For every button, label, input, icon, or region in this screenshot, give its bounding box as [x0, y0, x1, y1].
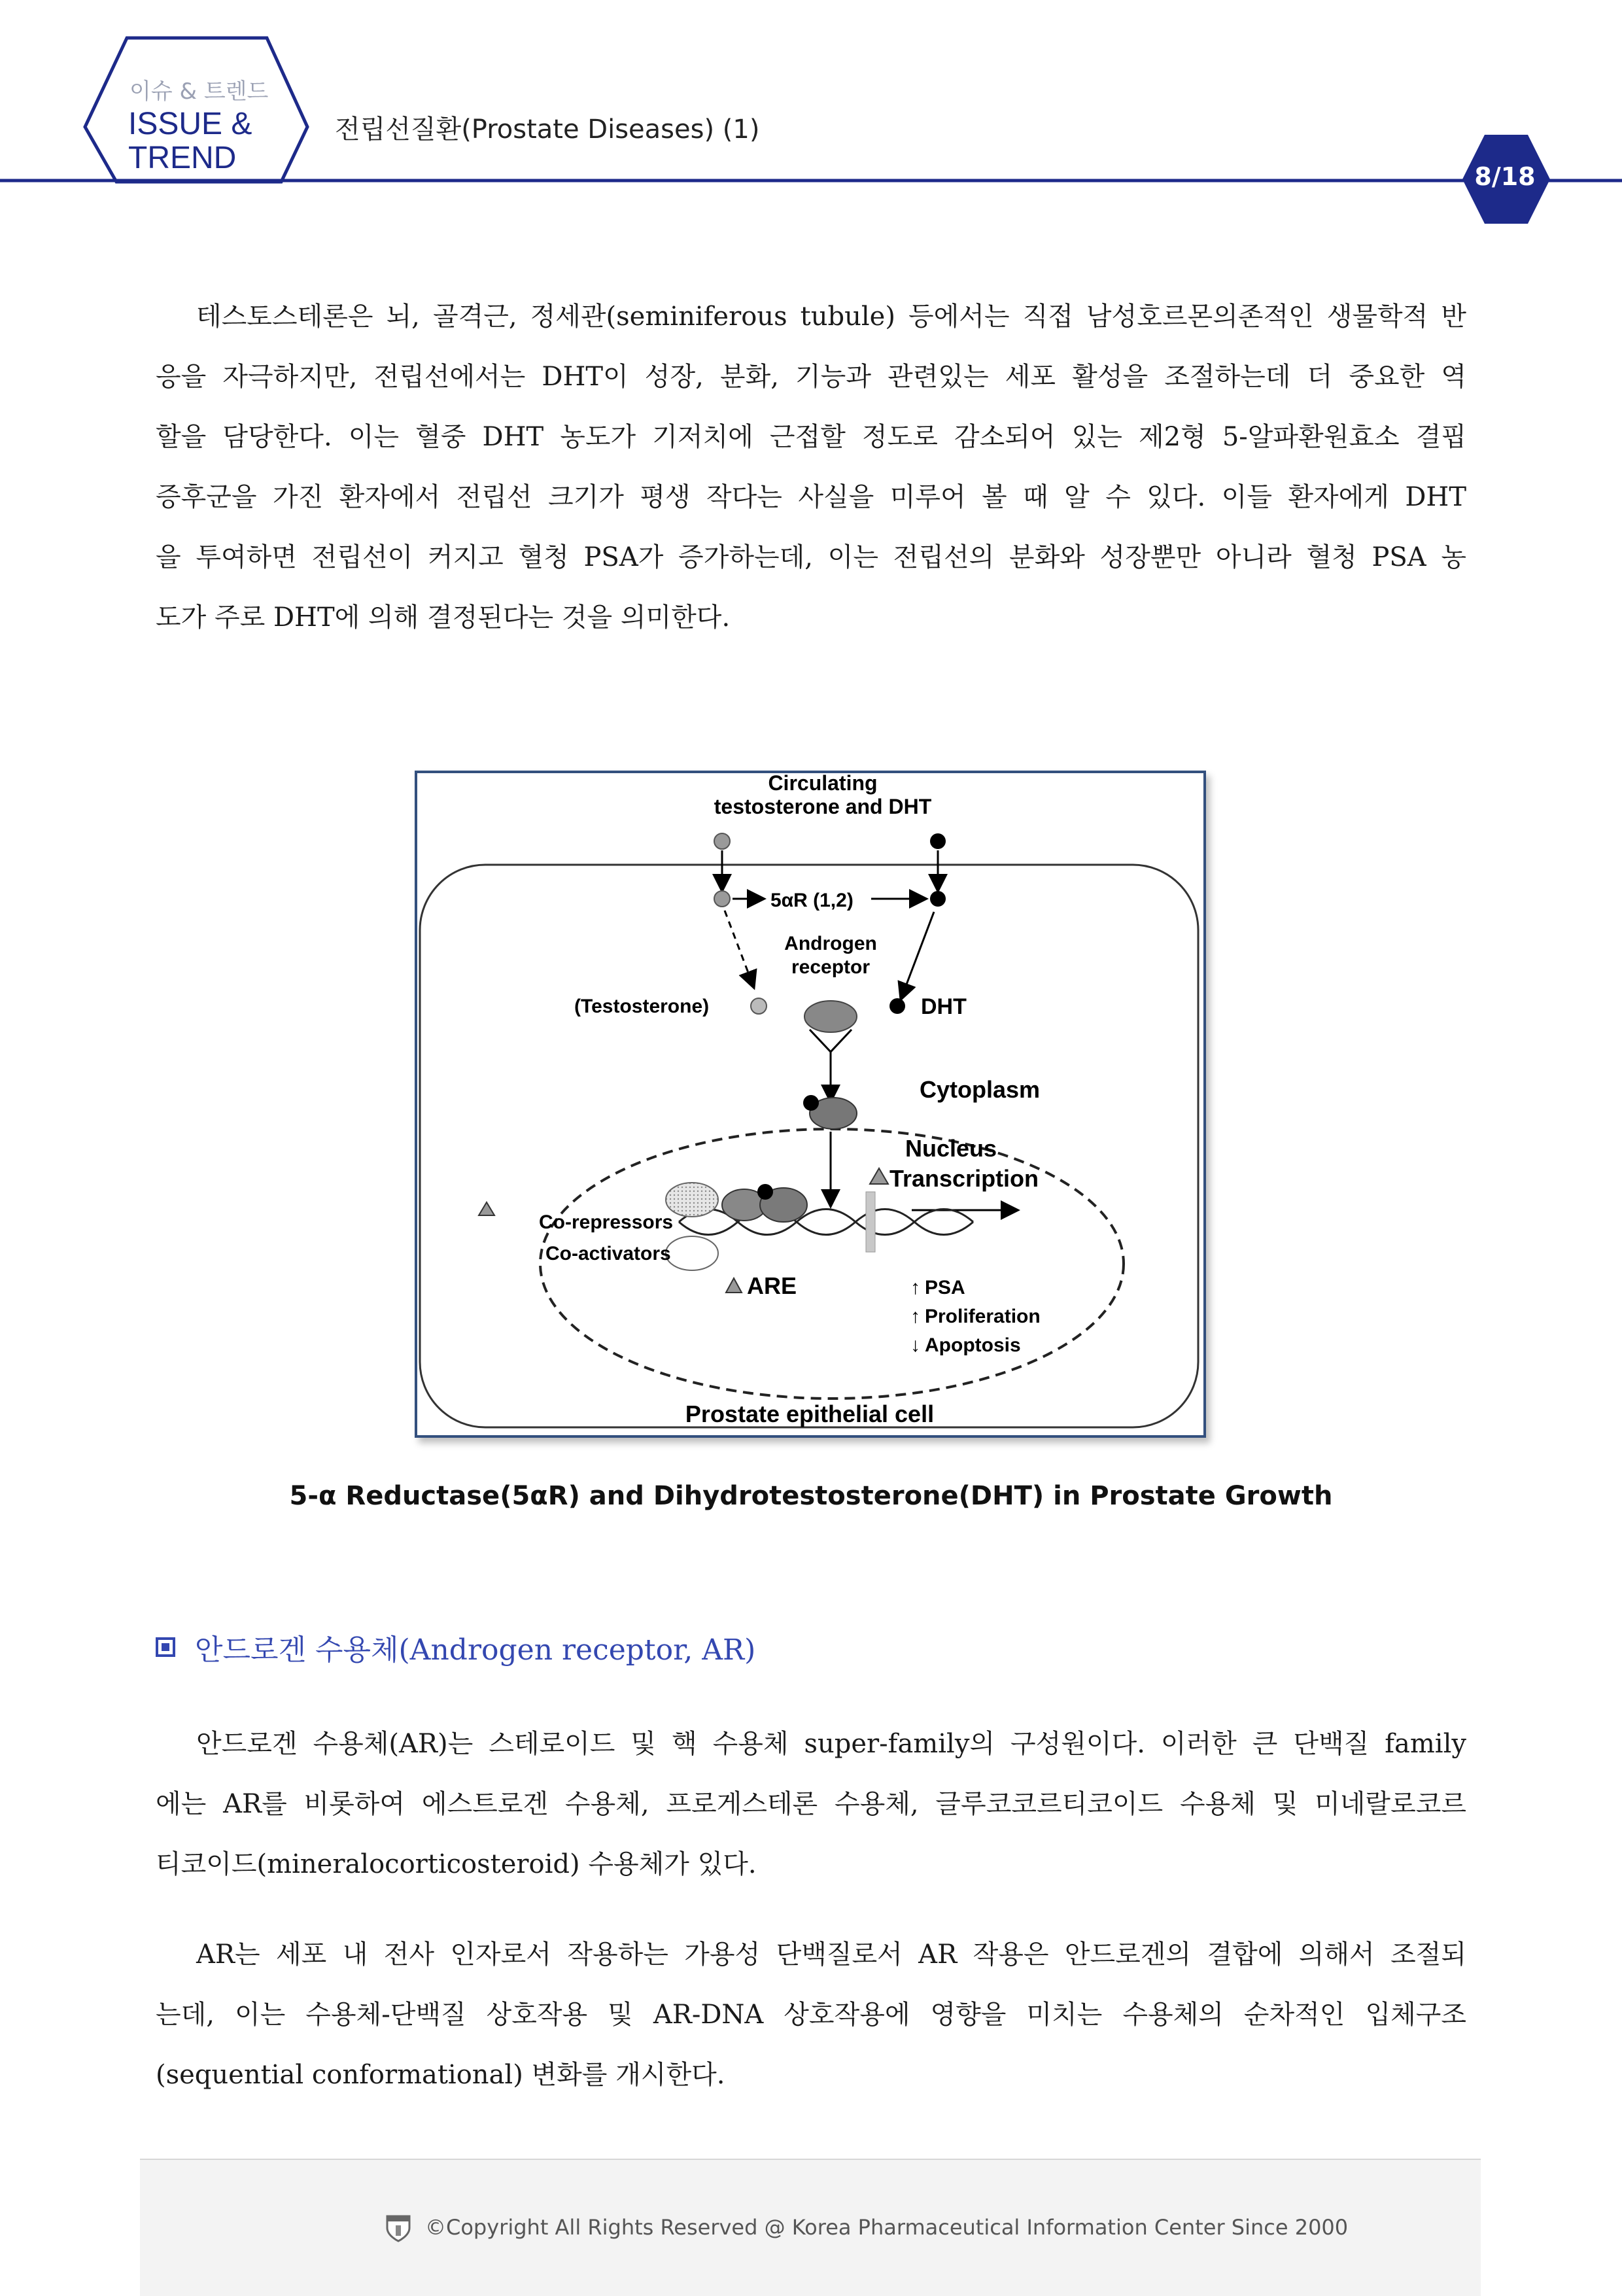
- section-heading-androgen-receptor: 안드로겐 수용체(Androgen receptor, AR): [156, 1626, 755, 1668]
- circulating-testosterone: [714, 833, 730, 849]
- svg-text:↑: ↑: [910, 1277, 920, 1298]
- page-number: 8/18: [1474, 162, 1536, 191]
- label-apoptosis: Apoptosis: [925, 1334, 1021, 1356]
- page-header: [0, 0, 1622, 235]
- issue-trend-tag-korean: 이슈 & 트렌드: [129, 78, 269, 105]
- androgen-receptor: [804, 1001, 857, 1032]
- label-receptor: receptor: [791, 956, 871, 978]
- svg-text:↓: ↓: [910, 1334, 920, 1356]
- label-androgen: Androgen: [784, 933, 877, 954]
- label-cytoplasm: Cytoplasm: [920, 1076, 1041, 1103]
- intracellular-dht: [930, 891, 946, 907]
- label-5ar: 5αR (1,2): [770, 890, 854, 911]
- copyright-notice: ©Copyright All Rights Reserved @ Korea Pharmaceutical Information Center Since 2000: [425, 2215, 1349, 2240]
- label-prostate-epithelial-cell: Prostate epithelial cell: [685, 1400, 935, 1427]
- coactivator: [666, 1236, 718, 1270]
- label-nucleus: Nucleus: [905, 1135, 997, 1162]
- section-bullet-icon: [156, 1637, 175, 1657]
- label-corepressors: Co-repressors: [539, 1211, 674, 1233]
- issue-trend-tag-english: ISSUE & TREND: [128, 107, 252, 175]
- are-element: [866, 1192, 875, 1252]
- figure-5ar-dht-pathway: [415, 771, 1206, 1438]
- shield-logo-icon: [385, 2212, 412, 2242]
- intracellular-testosterone: [714, 891, 730, 907]
- label-circulating: Circulating: [768, 773, 878, 795]
- label-are: ARE: [747, 1272, 797, 1299]
- label-testosterone-and-dht: testosterone and DHT: [714, 795, 932, 818]
- corepressor: [666, 1183, 718, 1217]
- label-testosterone: (Testosterone): [574, 996, 710, 1017]
- label-dht: DHT: [921, 994, 967, 1019]
- svg-text:↑: ↑: [910, 1306, 920, 1327]
- label-proliferation: Proliferation: [925, 1306, 1041, 1327]
- paragraph-testosterone-dht: 테스토스테론은 뇌, 골격근, 정세관(seminiferous tubule) 등에서는 직접 남성호르몬의존적인 생물학적 반 응을 자극하지만, 전립선에서는 DHT이 성장, 분화, 기능과 관련있는 세포 활성을 조절하는데 더 중요한 역 할을 담당한다. 이는 혈중 DHT 농도가 기저치에 근접할 정도로 감소되어 있는 제2형 5-알파환원효소 결핍 증후군을 가진 환자에서 전립선 크기가 평생 작다는 사실을 미루어 볼 때 알 수 있다. 이들 환자에게 DHT 을 투여하면 전립선이 커지고 혈청 PSA가 증가하는데, 이는 전립선의 분화와 성장뿐만 아니라 혈청 PSA 농 도가 주로 DHT에 의해 결정된다는 것을 의미한다.: [156, 302, 1466, 633]
- document-title: 전립선질환(Prostate Diseases) (1): [335, 114, 760, 145]
- pathway-diagram: [417, 773, 1203, 1435]
- paragraph-ar-function: AR는 세포 내 전사 인자로서 작용하는 가용성 단백질로서 AR 작용은 안드로겐의 결합에 의해서 조절되 는데, 이는 수용체-단백질 상호작용 및 AR-DNA 상호작용에 영향을 미치는 수용체의 순차적인 입체구조 (sequential conformational) 변화를 개시한다.: [156, 1939, 1466, 2090]
- label-psa: PSA: [925, 1277, 965, 1298]
- label-coactivators: Co-activators: [545, 1243, 671, 1264]
- figure-caption: 5-α Reductase(5αR) and Dihydrotestosterone(DHT) in Prostate Growth: [289, 1481, 1333, 1511]
- circulating-dht: [930, 833, 946, 849]
- page-footer: [140, 2159, 1481, 2296]
- label-transcription: Transcription: [889, 1165, 1039, 1192]
- paragraph-ar-family: 안드로겐 수용체(AR)는 스테로이드 및 핵 수용체 super-family의 구성원이다. 이러한 큰 단백질 family 에는 AR를 비롯하여 에스트로겐 수용체, 프로게스테론 수용체, 글루코코르티코이드 수용체 및 미네랄로코르 티코이드(mineralocorticosteroid) 수용체가 있다.: [156, 1729, 1466, 1879]
